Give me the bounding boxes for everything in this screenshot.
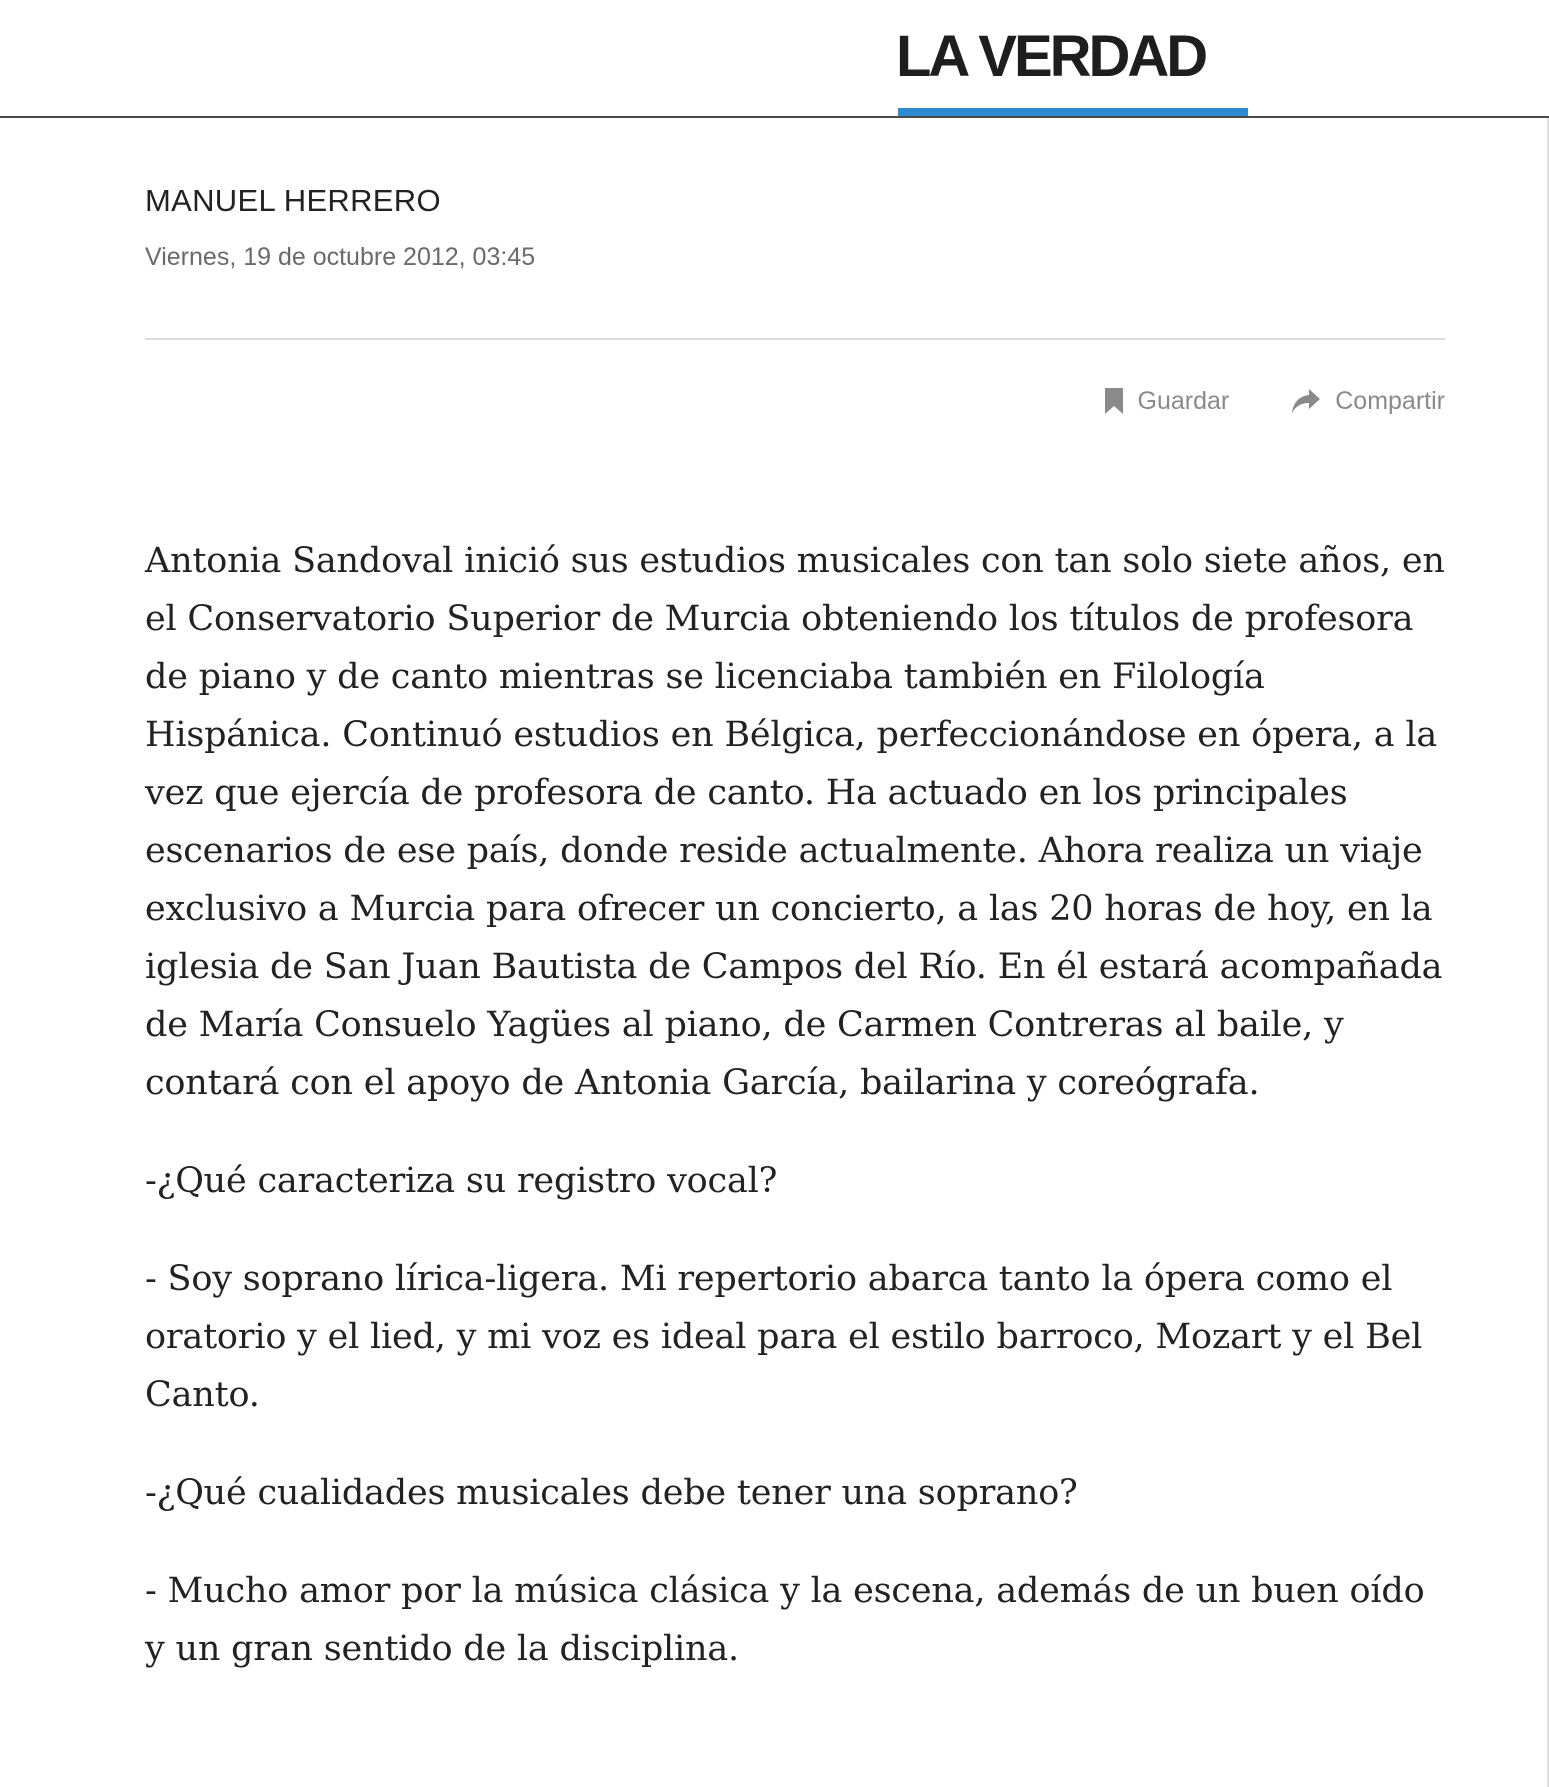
- save-label: Guardar: [1137, 386, 1230, 415]
- save-button[interactable]: [1104, 387, 1230, 416]
- share-arrow-icon: [1291, 388, 1321, 414]
- article-body: [145, 532, 1451, 1718]
- interview-question: -¿Qué cualidades musicales debe tener una soprano?: [145, 1473, 1078, 1513]
- article-actions: [1104, 383, 1445, 419]
- article-author: MANUEL HERRERO: [145, 183, 441, 218]
- interview-answer: - Soy soprano lírica-ligera. Mi repertorio abarca tanto la ópera como el oratorio y el lied, y mi voz es ideal para el estilo barroco, Mozart y el Bel Canto.: [145, 1259, 1423, 1415]
- interview-answer: - Mucho amor por la música clásica y la escena, además de un buen oído y un gran sentido de la disciplina.: [145, 1571, 1425, 1669]
- interview-question: -¿Qué caracteriza su registro vocal?: [145, 1161, 778, 1201]
- bookmark-icon: [1104, 387, 1124, 415]
- article-paragraph-intro: Antonia Sandoval inició sus estudios musicales con tan solo siete años, en el Conservatorio Superior de Murcia obteniendo los títulos de profesora de piano y de canto mientras se licenciaba también en Filología Hispánica. Continuó estudios en Bélgica, perfeccionándose en ópera, a la vez que ejercía de profesora de canto. Ha actuado en los principales escenarios de ese país, donde reside actualmente. Ahora realiza un viaje exclusivo a Murcia para ofrecer un concierto, a las 20 horas de hoy, en la iglesia de San Juan Bautista de Campos del Río. En él estará acompañada de María Consuelo Yagües al piano, de Carmen Contreras al baile, y contará con el apoyo de Antonia García, bailarina y coreógrafa.: [145, 541, 1445, 1103]
- share-label: Compartir: [1335, 386, 1445, 415]
- logo-accent-bar: [898, 108, 1248, 116]
- byline-divider: [145, 338, 1445, 340]
- site-header: [0, 0, 1549, 118]
- share-button[interactable]: [1291, 387, 1445, 416]
- site-logo[interactable]: LA VERDAD: [896, 24, 1206, 89]
- article-date: Viernes, 19 de octubre 2012, 03:45: [145, 243, 536, 271]
